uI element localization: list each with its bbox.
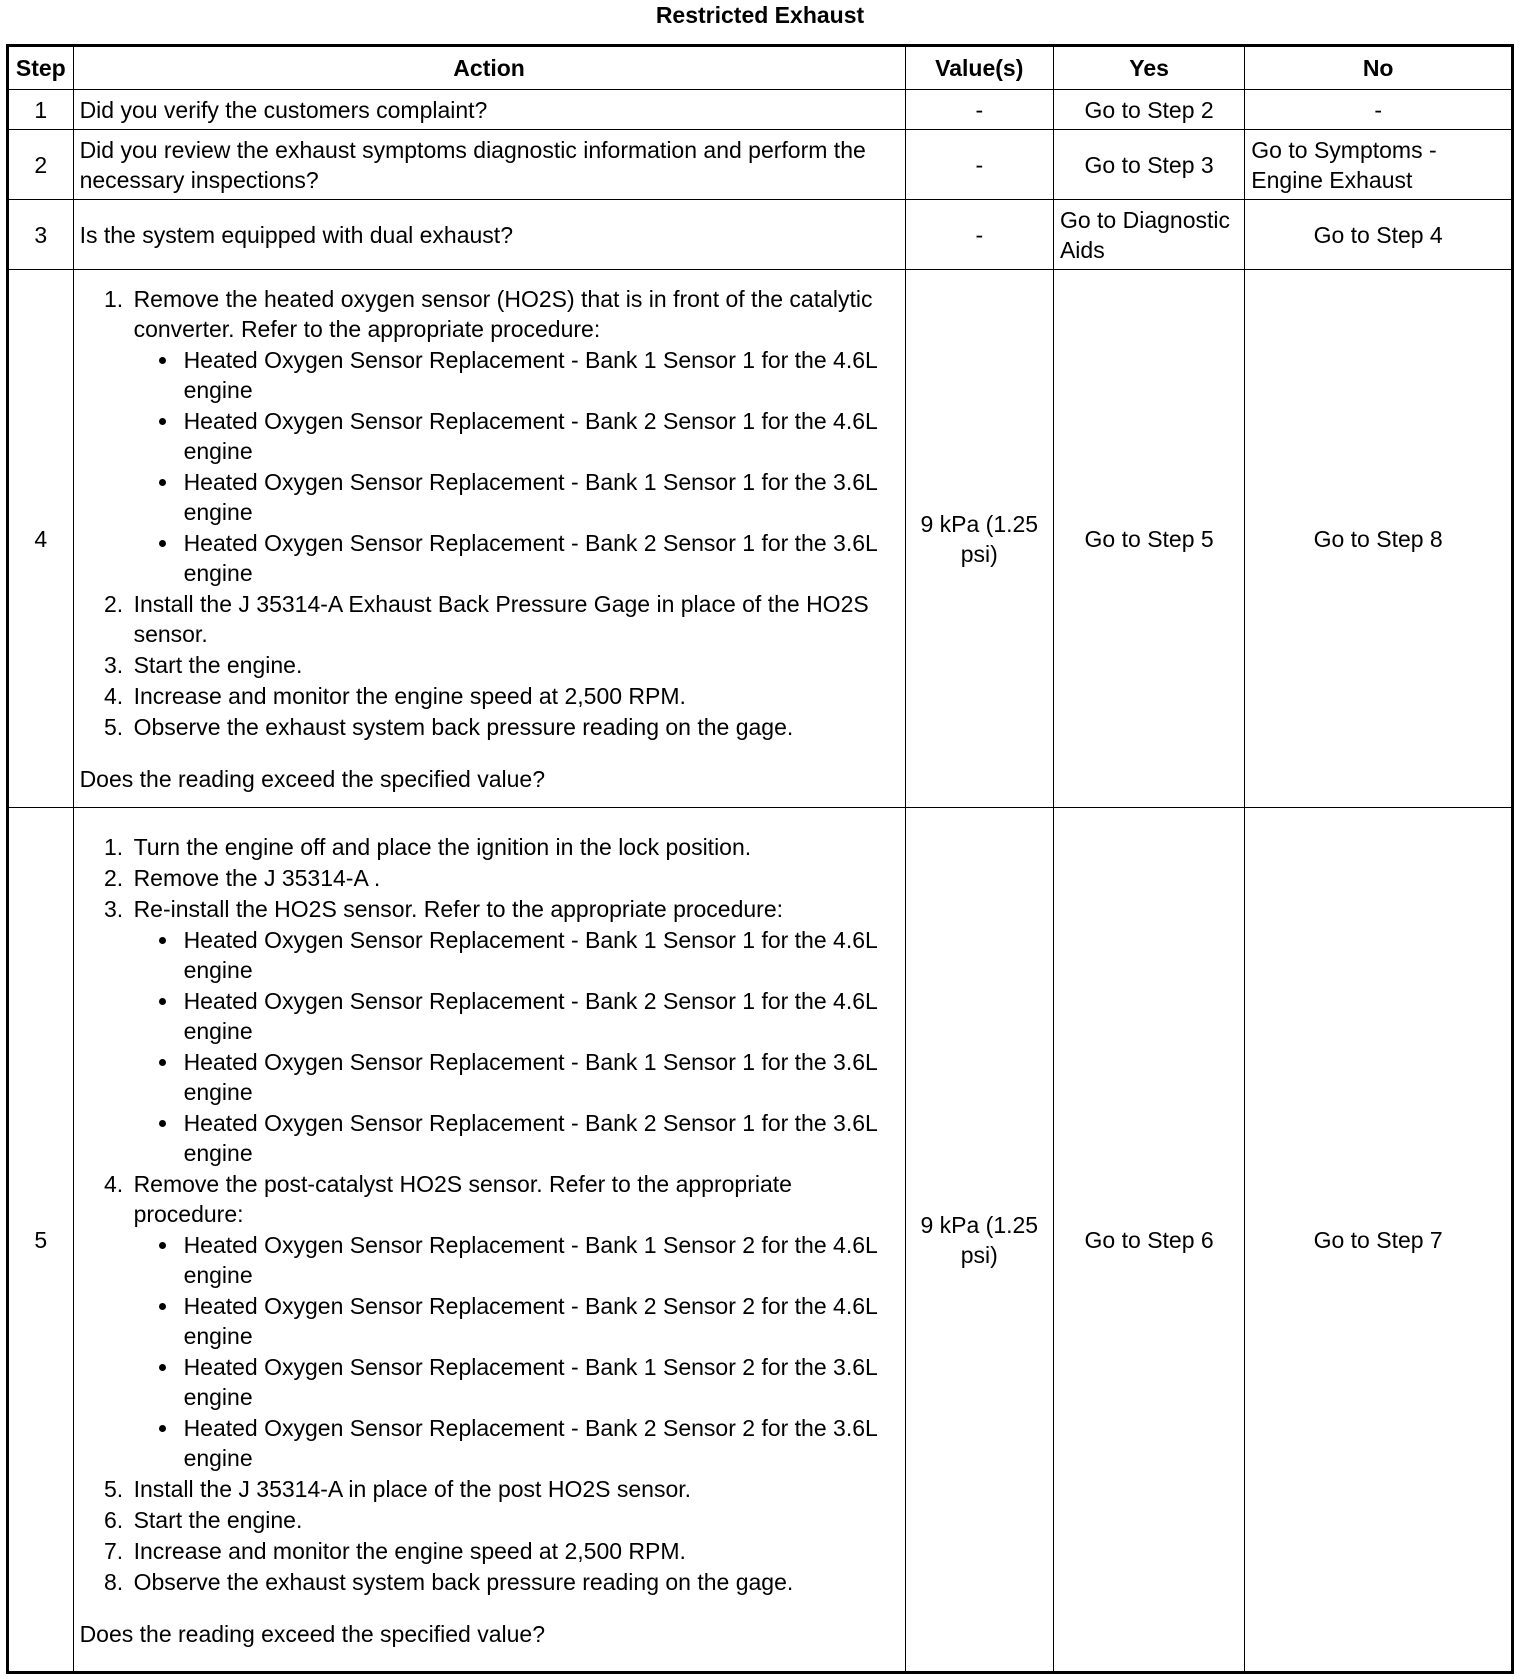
procedure-step — [130, 894, 899, 1168]
value-cell: - — [905, 200, 1053, 270]
no-link[interactable]: Go to Symptoms - Engine Exhaust — [1245, 130, 1513, 200]
value-cell: - — [905, 130, 1053, 200]
document-title: Restricted Exhaust — [655, 2, 865, 28]
no-link[interactable]: Go to Step 8 — [1245, 270, 1513, 808]
procedure-step: 2. Remove the J 35314-A . — [130, 863, 899, 893]
procedure-subitem: • Heated Oxygen Sensor Replacement - Bank 1 Sensor 1 for the 3.6L engine — [180, 467, 899, 527]
no-link[interactable]: Go to Step 7 — [1245, 808, 1513, 1673]
value-cell: - — [905, 90, 1053, 130]
diagnostic-table — [6, 44, 1514, 1674]
header-row — [8, 46, 1513, 90]
step-number: 3 — [8, 200, 74, 270]
procedure-step — [130, 284, 899, 588]
table-row — [8, 270, 1513, 808]
procedure-sublist — [134, 1230, 899, 1473]
step-number: 5 — [8, 808, 74, 1673]
procedure-subitem: • Heated Oxygen Sensor Replacement - Bank 2 Sensor 1 for the 4.6L engine — [180, 406, 899, 466]
procedure-subitem: • Heated Oxygen Sensor Replacement - Bank 1 Sensor 1 for the 4.6L engine — [180, 925, 899, 985]
value-cell: 9 kPa (1.25 psi) — [905, 808, 1053, 1673]
yes-link[interactable]: Go to Step 3 — [1053, 130, 1244, 200]
action-text: Did you review the exhaust symptoms diagnostic information and perform the necessary inspections? — [73, 130, 905, 200]
procedure-step: 2. Install the J 35314-A Exhaust Back Pressure Gage in place of the HO2S sensor. — [130, 589, 899, 649]
value-cell: 9 kPa (1.25 psi) — [905, 270, 1053, 808]
procedure-subitem: • Heated Oxygen Sensor Replacement - Bank 1 Sensor 2 for the 3.6L engine — [180, 1352, 899, 1412]
procedure-step: 8. Observe the exhaust system back pressure reading on the gage. — [130, 1567, 899, 1597]
table-row — [8, 200, 1513, 270]
procedure-step: 6. Start the engine. — [130, 1505, 899, 1535]
procedure-step-text: Re-install the HO2S sensor. Refer to the appropriate procedure: — [133, 895, 784, 922]
procedure-subitem: • Heated Oxygen Sensor Replacement - Bank 1 Sensor 1 for the 3.6L engine — [180, 1047, 899, 1107]
procedure-list — [80, 832, 899, 1597]
header-no: No — [1245, 46, 1513, 90]
procedure-subitem: • Heated Oxygen Sensor Replacement - Bank 2 Sensor 1 for the 4.6L engine — [180, 986, 899, 1046]
procedure-question: Does the reading exceed the specified value? — [79, 1620, 545, 1647]
yes-link[interactable]: Go to Diagnostic Aids — [1053, 200, 1244, 270]
step-number: 2 — [8, 130, 74, 200]
no-link[interactable]: Go to Step 4 — [1245, 200, 1513, 270]
procedure-step-text: Remove the post-catalyst HO2S sensor. Refer to the appropriate procedure: — [133, 1170, 792, 1227]
procedure-question: Does the reading exceed the specified value? — [79, 766, 545, 792]
no-link: - — [1245, 90, 1513, 130]
procedure-subitem: • Heated Oxygen Sensor Replacement - Bank 2 Sensor 2 for the 3.6L engine — [180, 1413, 899, 1473]
header-values: Value(s) — [905, 46, 1053, 90]
yes-link[interactable]: Go to Step 5 — [1053, 270, 1244, 808]
header-yes: Yes — [1053, 46, 1244, 90]
action-procedure — [73, 808, 905, 1673]
table-row — [8, 90, 1513, 130]
procedure-step: 4. Increase and monitor the engine speed at 2,500 RPM. — [130, 681, 899, 711]
procedure-step — [130, 1169, 899, 1473]
table-row — [8, 130, 1513, 200]
procedure-step: 3. Start the engine. — [130, 650, 899, 680]
procedure-step: 1. Turn the engine off and place the ignition in the lock position. — [130, 832, 899, 862]
procedure-subitem: • Heated Oxygen Sensor Replacement - Bank 1 Sensor 2 for the 4.6L engine — [180, 1230, 899, 1290]
procedure-sublist — [134, 345, 899, 588]
action-text: Is the system equipped with dual exhaust? — [73, 200, 905, 270]
table-row — [8, 808, 1513, 1673]
procedure-step: 7. Increase and monitor the engine speed at 2,500 RPM. — [130, 1536, 899, 1566]
procedure-step-text: Remove the heated oxygen sensor (HO2S) that is in front of the catalytic converter. Refer to the appropriate procedure: — [133, 286, 873, 342]
procedure-subitem: • Heated Oxygen Sensor Replacement - Bank 1 Sensor 1 for the 4.6L engine — [180, 345, 899, 405]
header-step: Step — [8, 46, 74, 90]
procedure-subitem: • Heated Oxygen Sensor Replacement - Bank 2 Sensor 1 for the 3.6L engine — [180, 528, 899, 588]
procedure-subitem: • Heated Oxygen Sensor Replacement - Bank 2 Sensor 2 for the 4.6L engine — [180, 1291, 899, 1351]
procedure-list — [80, 284, 899, 742]
header-action: Action — [73, 46, 905, 90]
action-procedure — [73, 270, 905, 808]
yes-link[interactable]: Go to Step 6 — [1053, 808, 1244, 1673]
yes-link[interactable]: Go to Step 2 — [1053, 90, 1244, 130]
procedure-sublist — [134, 925, 899, 1168]
procedure-subitem: • Heated Oxygen Sensor Replacement - Bank 2 Sensor 1 for the 3.6L engine — [180, 1108, 899, 1168]
step-number: 1 — [8, 90, 74, 130]
procedure-step: 5. Observe the exhaust system back pressure reading on the gage. — [130, 712, 899, 742]
procedure-step: 5. Install the J 35314-A in place of the post HO2S sensor. — [130, 1474, 899, 1504]
action-text: Did you verify the customers complaint? — [73, 90, 905, 130]
step-number: 4 — [8, 270, 74, 808]
